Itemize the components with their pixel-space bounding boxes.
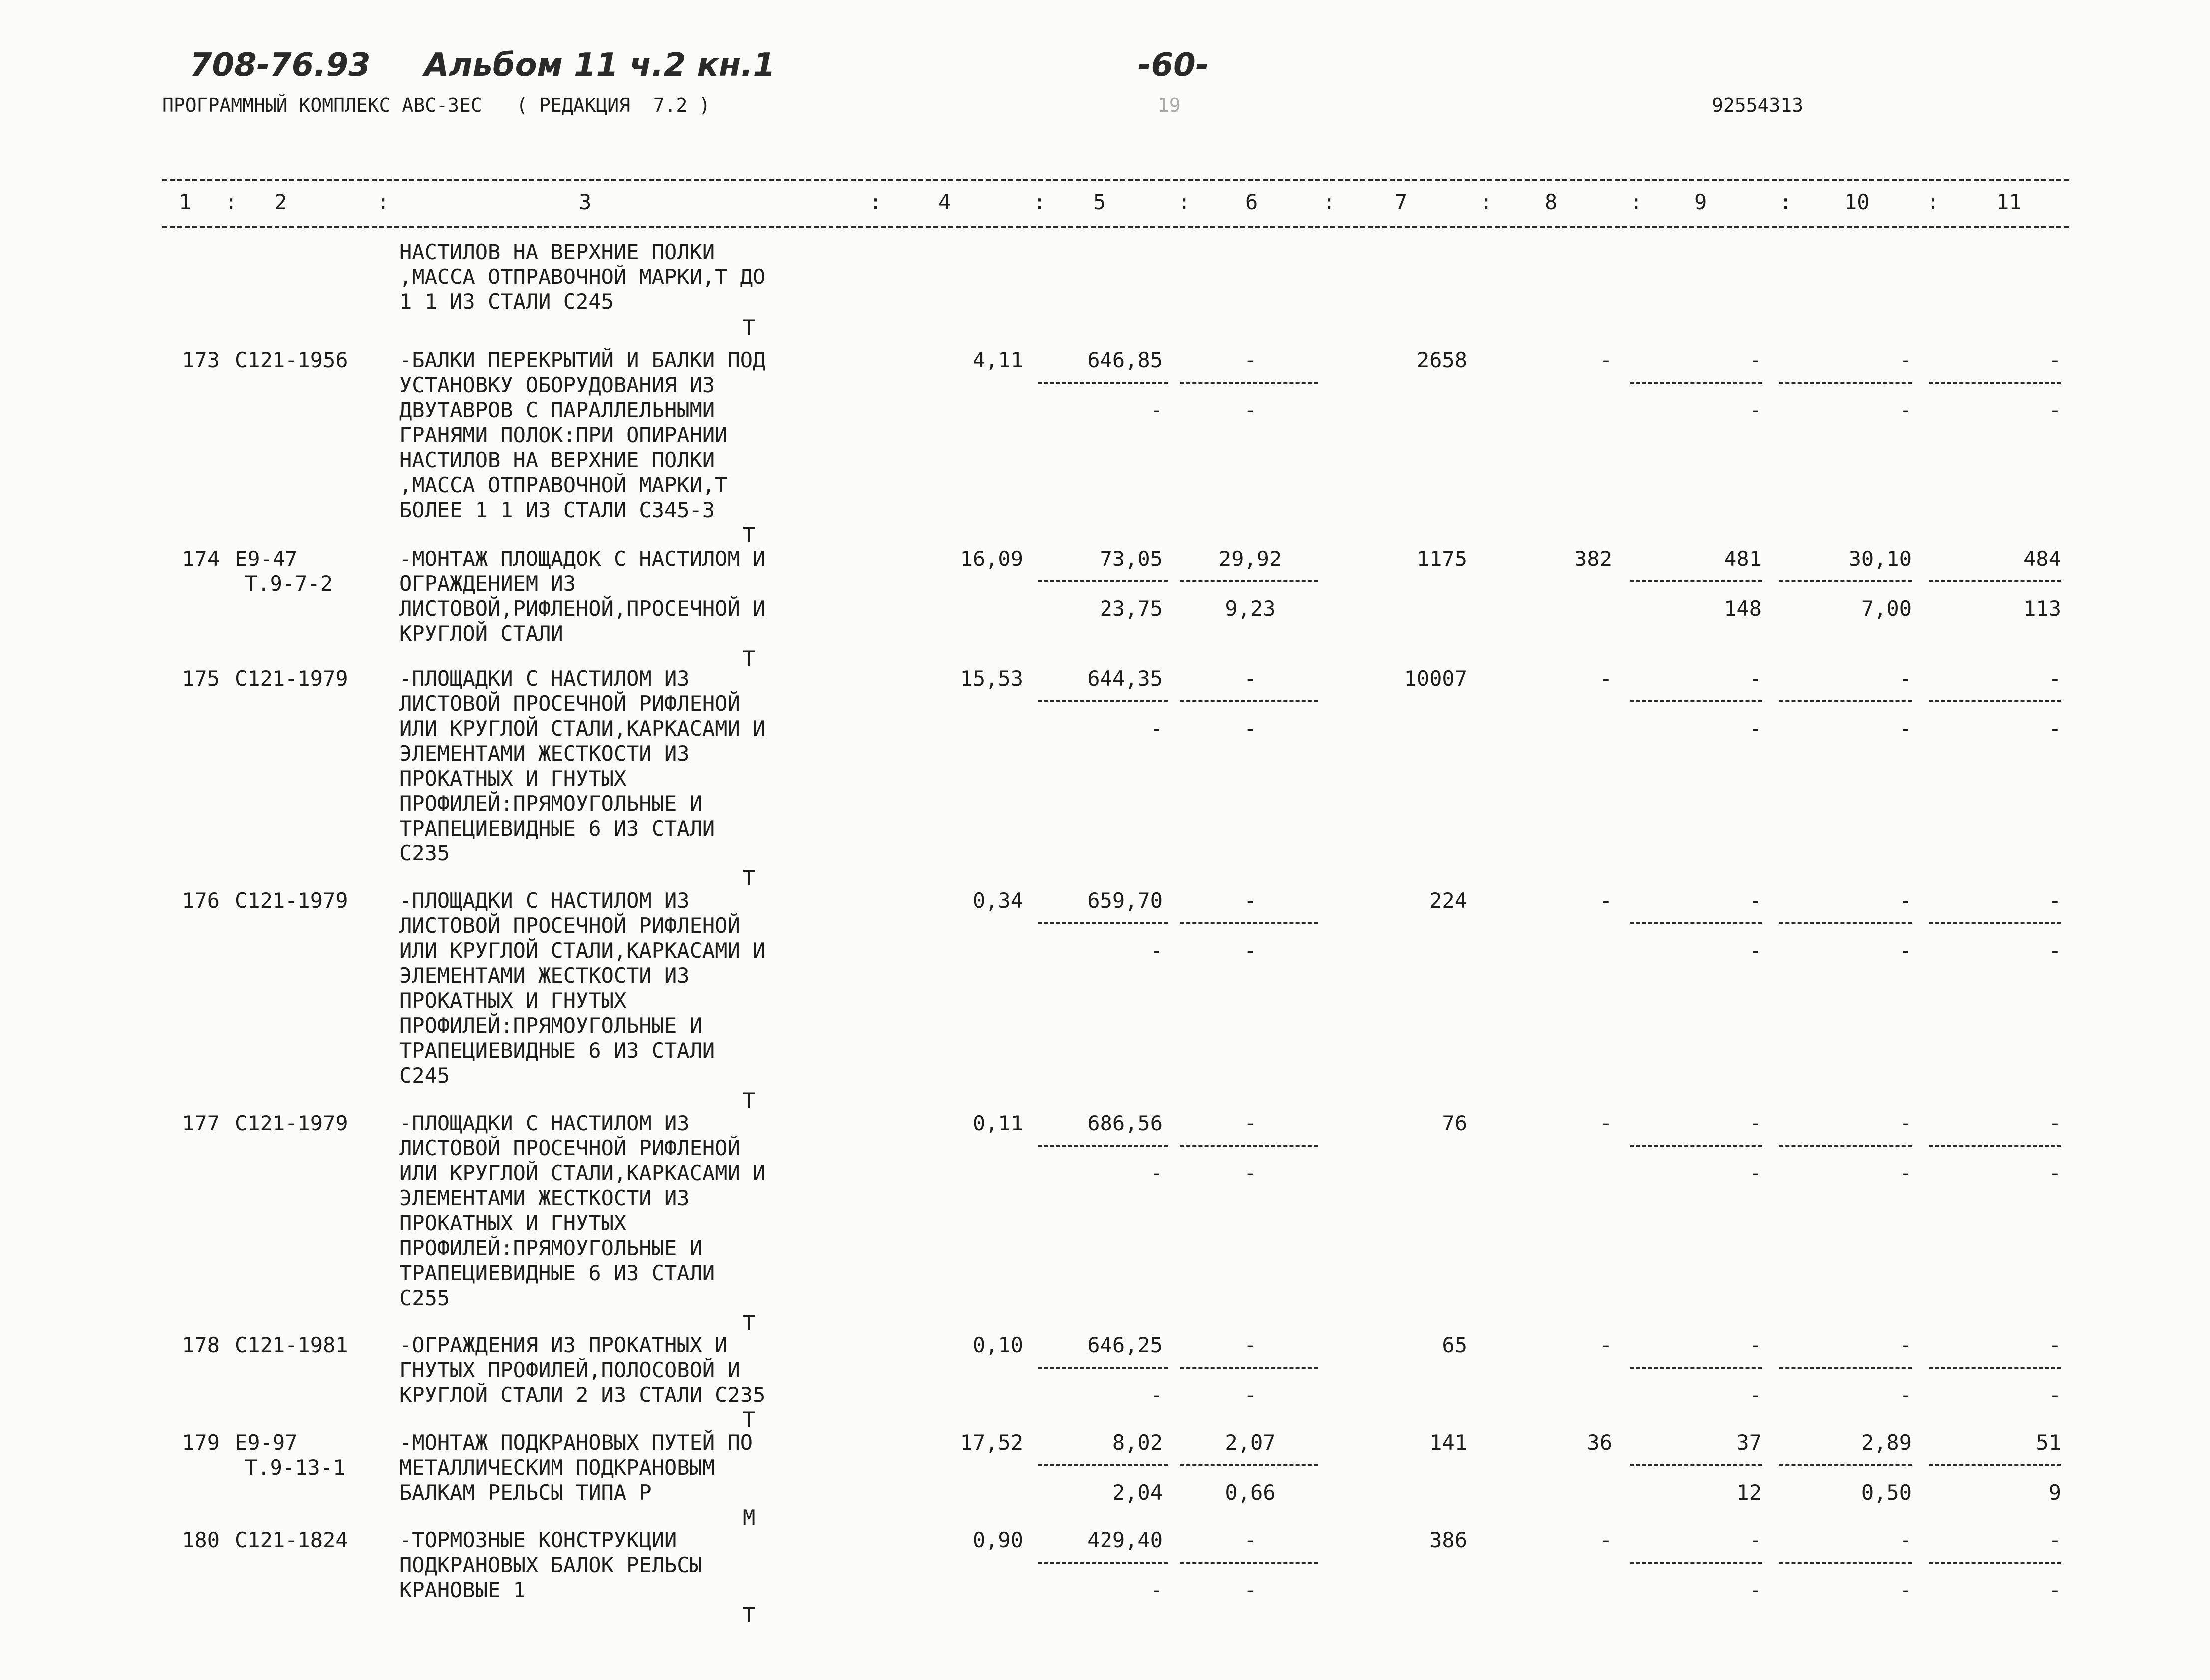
col9-value: - — [1749, 888, 1762, 913]
value-sub-rule — [1929, 922, 2061, 924]
col11-value: - — [2048, 1333, 2061, 1357]
handwritten-code: 708-76.93 — [190, 47, 371, 84]
col10-sub-value: - — [1899, 1578, 1912, 1602]
quantity-value: 17,52 — [960, 1430, 1023, 1455]
col9-value: - — [1749, 1528, 1762, 1552]
unit-cost-sub-value: 2,04 — [1112, 1480, 1163, 1505]
col9-value: - — [1749, 666, 1762, 691]
col8-value: 382 — [1574, 547, 1612, 571]
column-separator: : — [1927, 190, 1939, 214]
unit-cost-value: 646,85 — [1087, 348, 1163, 372]
value-sub-rule — [1180, 700, 1318, 702]
value-sub-rule — [1929, 1145, 2061, 1147]
unit-cost-value: 686,56 — [1087, 1111, 1163, 1135]
unit-of-measure: Т — [743, 1311, 756, 1335]
value-sub-rule — [1038, 1367, 1168, 1369]
value-sub-rule — [1038, 1145, 1168, 1147]
header-bottom-rule — [162, 226, 2069, 228]
value-sub-rule — [1779, 700, 1912, 702]
col9-sub-value: - — [1749, 938, 1762, 963]
machine-cost-value: 2,07 — [1225, 1430, 1276, 1455]
col11-sub-value: - — [2048, 716, 2061, 741]
col11-sub-value: - — [2048, 1383, 2061, 1407]
row-number: 176 — [182, 888, 220, 913]
column-separator: : — [1033, 190, 1046, 214]
column-separator: : — [225, 190, 238, 214]
row-number: 173 — [182, 348, 220, 372]
column-header-5: 5 — [1093, 190, 1106, 214]
column-header-10: 10 — [1844, 190, 1870, 214]
value-sub-rule — [1630, 700, 1762, 702]
column-separator: : — [1779, 190, 1792, 214]
total-cost-value: 65 — [1442, 1333, 1467, 1357]
value-sub-rule — [1779, 580, 1912, 582]
machine-cost-value: 29,92 — [1218, 547, 1282, 571]
unit-cost-value: 8,02 — [1112, 1430, 1163, 1455]
col9-sub-value: - — [1749, 1161, 1762, 1185]
column-header-3: 3 — [579, 190, 592, 214]
row-number: 178 — [182, 1333, 220, 1357]
work-description: -ПЛОЩАДКИ С НАСТИЛОМ ИЗ ЛИСТОВОЙ ПРОСЕЧНОЙ РИФЛЕНОЙ ИЛИ КРУГЛОЙ СТАЛИ,КАРКАСАМИ И ЭЛЕМЕНТАМИ ЖЕСТКОСТИ ИЗ ПРОКАТНЫХ И ГНУТЫХ ПРОФИЛЕЙ:ПРЯМОУГОЛЬНЫЕ И ТРАПЕЦИЕВИДНЫЕ 6 ИЗ СТАЛИ С255 — [399, 1111, 766, 1310]
unit-cost-sub-value: 23,75 — [1100, 596, 1163, 621]
unit-cost-value: 73,05 — [1100, 547, 1163, 571]
col9-sub-value: - — [1749, 1578, 1762, 1602]
quantity-value: 0,34 — [972, 888, 1023, 913]
col10-value: - — [1899, 1333, 1912, 1357]
value-sub-rule — [1929, 700, 2061, 702]
norm-code: С121-1824 — [235, 1528, 348, 1552]
col10-sub-value: - — [1899, 938, 1912, 963]
row-number: 179 — [182, 1430, 220, 1455]
col10-sub-value: 0,50 — [1861, 1480, 1912, 1505]
value-sub-rule — [1180, 1367, 1318, 1369]
col10-value: - — [1899, 666, 1912, 691]
col11-sub-value: 113 — [2023, 596, 2061, 621]
col10-value: 2,89 — [1861, 1430, 1912, 1455]
column-header-1: 1 — [179, 190, 192, 214]
col11-value: - — [2048, 666, 2061, 691]
machine-cost-sub-value: 0,66 — [1225, 1480, 1276, 1505]
work-description: -ПЛОЩАДКИ С НАСТИЛОМ ИЗ ЛИСТОВОЙ ПРОСЕЧНОЙ РИФЛЕНОЙ ИЛИ КРУГЛОЙ СТАЛИ,КАРКАСАМИ И ЭЛЕМЕНТАМИ ЖЕСТКОСТИ ИЗ ПРОКАТНЫХ И ГНУТЫХ ПРОФИЛЕЙ:ПРЯМОУГОЛЬНЫЕ И ТРАПЕЦИЕВИДНЫЕ 6 ИЗ СТАЛИ С235 — [399, 666, 766, 865]
machine-cost-value: - — [1244, 348, 1257, 372]
norm-code: С121-1979 — [235, 888, 348, 913]
unit-cost-sub-value: - — [1150, 1578, 1163, 1602]
quantity-value: 15,53 — [960, 666, 1023, 691]
column-header-4: 4 — [938, 190, 951, 214]
row-number: 177 — [182, 1111, 220, 1135]
col11-value: - — [2048, 888, 2061, 913]
col11-sub-value: - — [2048, 938, 2061, 963]
col9-sub-value: - — [1749, 1383, 1762, 1407]
work-description: -МОНТАЖ ПОДКРАНОВЫХ ПУТЕЙ ПО МЕТАЛЛИЧЕСКИМ ПОДКРАНОВЫМ БАЛКАМ РЕЛЬСЫ ТИПА Р — [399, 1430, 753, 1505]
unit-cost-value: 644,35 — [1087, 666, 1163, 691]
value-sub-rule — [1180, 1145, 1318, 1147]
work-description: -БАЛКИ ПЕРЕКРЫТИЙ И БАЛКИ ПОД УСТАНОВКУ ОБОРУДОВАНИЯ ИЗ ДВУТАВРОВ С ПАРАЛЛЕЛЬНЫМИ ГРАНЯМИ ПОЛОК:ПРИ ОПИРАНИИ НАСТИЛОВ НА ВЕРХНИЕ ПОЛКИ ,МАССА ОТПРАВОЧНОЙ МАРКИ,Т БОЛЕЕ 1 1 ИЗ СТАЛИ С345-3 — [399, 348, 766, 522]
col11-value: - — [2048, 348, 2061, 372]
col8-value: - — [1599, 666, 1612, 691]
value-sub-rule — [1779, 1145, 1912, 1147]
norm-code: С121-1979 — [235, 1111, 348, 1135]
column-separator: : — [869, 190, 882, 214]
value-sub-rule — [1630, 1464, 1762, 1466]
value-sub-rule — [1779, 1367, 1912, 1369]
row-number: 174 — [182, 547, 220, 571]
unit-of-measure: Т — [743, 866, 756, 890]
total-cost-value: 1175 — [1416, 547, 1467, 571]
work-description: -ТОРМОЗНЫЕ КОНСТРУКЦИИ ПОДКРАНОВЫХ БАЛОК РЕЛЬСЫ КРАНОВЫЕ 1 — [399, 1528, 702, 1602]
value-sub-rule — [1630, 1367, 1762, 1369]
value-sub-rule — [1180, 1562, 1318, 1564]
total-cost-value: 386 — [1429, 1528, 1467, 1552]
value-sub-rule — [1779, 1464, 1912, 1466]
machine-cost-value: - — [1244, 1111, 1257, 1135]
value-sub-rule — [1630, 1145, 1762, 1147]
machine-cost-sub-value: 9,23 — [1225, 596, 1276, 621]
col11-value: - — [2048, 1111, 2061, 1135]
value-sub-rule — [1180, 922, 1318, 924]
quantity-value: 16,09 — [960, 547, 1023, 571]
column-header-7: 7 — [1395, 190, 1408, 214]
col9-sub-value: - — [1749, 398, 1762, 422]
col11-value: 51 — [2036, 1430, 2061, 1455]
column-header-11: 11 — [1996, 190, 2022, 214]
col8-value: - — [1599, 1333, 1612, 1357]
machine-cost-value: - — [1244, 888, 1257, 913]
col8-value: - — [1599, 348, 1612, 372]
quantity-value: 0,90 — [972, 1528, 1023, 1552]
norm-code-secondary: Т.9-7-2 — [245, 571, 333, 596]
header-top-rule — [162, 179, 2069, 181]
machine-cost-value: - — [1244, 666, 1257, 691]
value-sub-rule — [1180, 382, 1318, 384]
unit-of-measure: Т — [743, 1088, 756, 1113]
column-separator: : — [1178, 190, 1191, 214]
work-description: -ОГРАЖДЕНИЯ ИЗ ПРОКАТНЫХ И ГНУТЫХ ПРОФИЛЕЙ,ПОЛОСОВОЙ И КРУГЛОЙ СТАЛИ 2 ИЗ СТАЛИ С235 — [399, 1333, 766, 1407]
unit-cost-sub-value: - — [1150, 1383, 1163, 1407]
norm-code-secondary: Т.9-13-1 — [245, 1455, 346, 1480]
col11-value: - — [2048, 1528, 2061, 1552]
column-separator: : — [1480, 190, 1493, 214]
unit-cost-sub-value: - — [1150, 716, 1163, 741]
value-sub-rule — [1180, 1464, 1318, 1466]
row-number: 175 — [182, 666, 220, 691]
col8-value: - — [1599, 888, 1612, 913]
norm-code: Е9-47 — [235, 547, 298, 571]
quantity-value: 0,11 — [972, 1111, 1023, 1135]
work-description: -ПЛОЩАДКИ С НАСТИЛОМ ИЗ ЛИСТОВОЙ ПРОСЕЧНОЙ РИФЛЕНОЙ ИЛИ КРУГЛОЙ СТАЛИ,КАРКАСАМИ И ЭЛЕМЕНТАМИ ЖЕСТКОСТИ ИЗ ПРОКАТНЫХ И ГНУТЫХ ПРОФИЛЕЙ:ПРЯМОУГОЛЬНЫЕ И ТРАПЕЦИЕВИДНЫЕ 6 ИЗ СТАЛИ С245 — [399, 888, 766, 1088]
row-number: 180 — [182, 1528, 220, 1552]
col11-sub-value: - — [2048, 1161, 2061, 1185]
col8-value: - — [1599, 1111, 1612, 1135]
value-sub-rule — [1038, 1464, 1168, 1466]
col10-sub-value: - — [1899, 1383, 1912, 1407]
unit-cost-sub-value: - — [1150, 1161, 1163, 1185]
value-sub-rule — [1630, 1562, 1762, 1564]
col11-sub-value: - — [2048, 1578, 2061, 1602]
col10-value: - — [1899, 348, 1912, 372]
quantity-value: 0,10 — [972, 1333, 1023, 1357]
column-header-8: 8 — [1545, 190, 1558, 214]
handwritten-album: Альбом 11 ч.2 кн.1 — [424, 47, 776, 84]
col8-value: - — [1599, 1528, 1612, 1552]
value-sub-rule — [1929, 1367, 2061, 1369]
column-header-6: 6 — [1245, 190, 1258, 214]
value-sub-rule — [1929, 1562, 2061, 1564]
norm-code: С121-1981 — [235, 1333, 348, 1357]
machine-cost-sub-value: - — [1244, 716, 1257, 741]
norm-code: С121-1979 — [235, 666, 348, 691]
quantity-value: 4,11 — [972, 348, 1023, 372]
machine-cost-sub-value: - — [1244, 1383, 1257, 1407]
col10-sub-value: 7,00 — [1861, 596, 1912, 621]
col9-sub-value: 148 — [1724, 596, 1762, 621]
unit-of-measure: Т — [743, 1603, 756, 1627]
column-separator: : — [377, 190, 390, 214]
value-sub-rule — [1038, 580, 1168, 582]
col11-sub-value: - — [2048, 398, 2061, 422]
col10-value: - — [1899, 888, 1912, 913]
carry-over-unit: Т — [743, 315, 756, 340]
machine-cost-sub-value: - — [1244, 398, 1257, 422]
value-sub-rule — [1038, 922, 1168, 924]
column-header-2: 2 — [275, 190, 287, 214]
value-sub-rule — [1779, 922, 1912, 924]
total-cost-value: 141 — [1429, 1430, 1467, 1455]
norm-code: С121-1956 — [235, 348, 348, 372]
value-sub-rule — [1630, 382, 1762, 384]
carry-over-description: НАСТИЛОВ НА ВЕРХНИЕ ПОЛКИ ,МАССА ОТПРАВОЧНОЙ МАРКИ,Т ДО 1 1 ИЗ СТАЛИ С245 — [399, 240, 766, 314]
unit-of-measure: Т — [743, 1407, 756, 1432]
unit-cost-sub-value: - — [1150, 938, 1163, 963]
col9-value: 481 — [1724, 547, 1762, 571]
machine-cost-value: - — [1244, 1333, 1257, 1357]
work-description: -МОНТАЖ ПЛОЩАДОК С НАСТИЛОМ И ОГРАЖДЕНИЕМ ИЗ ЛИСТОВОЙ,РИФЛЕНОЙ,ПРОСЕЧНОЙ И КРУГЛОЙ СТАЛИ — [399, 547, 766, 646]
value-sub-rule — [1779, 1562, 1912, 1564]
col10-value: 30,10 — [1848, 547, 1912, 571]
value-sub-rule — [1038, 700, 1168, 702]
value-sub-rule — [1038, 1562, 1168, 1564]
unit-of-measure: М — [743, 1505, 756, 1530]
document-number: 92554313 — [1712, 94, 1804, 116]
total-cost-value: 76 — [1442, 1111, 1467, 1135]
col10-value: - — [1899, 1528, 1912, 1552]
col8-value: 36 — [1587, 1430, 1612, 1455]
column-header-9: 9 — [1694, 190, 1707, 214]
col9-sub-value: 12 — [1736, 1480, 1762, 1505]
value-sub-rule — [1630, 922, 1762, 924]
norm-code: Е9-97 — [235, 1430, 298, 1455]
col9-value: 37 — [1736, 1430, 1762, 1455]
program-line: ПРОГРАММНЫЙ КОМПЛЕКС АВС-3ЕС ( РЕДАКЦИЯ 7.2 ) — [162, 94, 711, 116]
handwritten-page-number: -60- — [1138, 47, 1209, 84]
col10-sub-value: - — [1899, 1161, 1912, 1185]
unit-cost-value: 659,70 — [1087, 888, 1163, 913]
total-cost-value: 10007 — [1404, 666, 1467, 691]
col10-sub-value: - — [1899, 716, 1912, 741]
value-sub-rule — [1630, 580, 1762, 582]
col11-value: 484 — [2023, 547, 2061, 571]
column-separator: : — [1630, 190, 1643, 214]
col9-value: - — [1749, 1111, 1762, 1135]
value-sub-rule — [1180, 580, 1318, 582]
page-mark: 19 — [1158, 94, 1181, 116]
col10-sub-value: - — [1899, 398, 1912, 422]
unit-of-measure: Т — [743, 523, 756, 547]
machine-cost-value: - — [1244, 1528, 1257, 1552]
machine-cost-sub-value: - — [1244, 1161, 1257, 1185]
value-sub-rule — [1929, 1464, 2061, 1466]
value-sub-rule — [1929, 382, 2061, 384]
unit-cost-value: 429,40 — [1087, 1528, 1163, 1552]
total-cost-value: 224 — [1429, 888, 1467, 913]
col11-sub-value: 9 — [2048, 1480, 2061, 1505]
machine-cost-sub-value: - — [1244, 938, 1257, 963]
total-cost-value: 2658 — [1416, 348, 1467, 372]
col9-sub-value: - — [1749, 716, 1762, 741]
value-sub-rule — [1929, 580, 2061, 582]
value-sub-rule — [1779, 382, 1912, 384]
col9-value: - — [1749, 1333, 1762, 1357]
col10-value: - — [1899, 1111, 1912, 1135]
column-separator: : — [1323, 190, 1336, 214]
unit-cost-value: 646,25 — [1087, 1333, 1163, 1357]
col9-value: - — [1749, 348, 1762, 372]
value-sub-rule — [1038, 382, 1168, 384]
unit-cost-sub-value: - — [1150, 398, 1163, 422]
machine-cost-sub-value: - — [1244, 1578, 1257, 1602]
unit-of-measure: Т — [743, 646, 756, 671]
